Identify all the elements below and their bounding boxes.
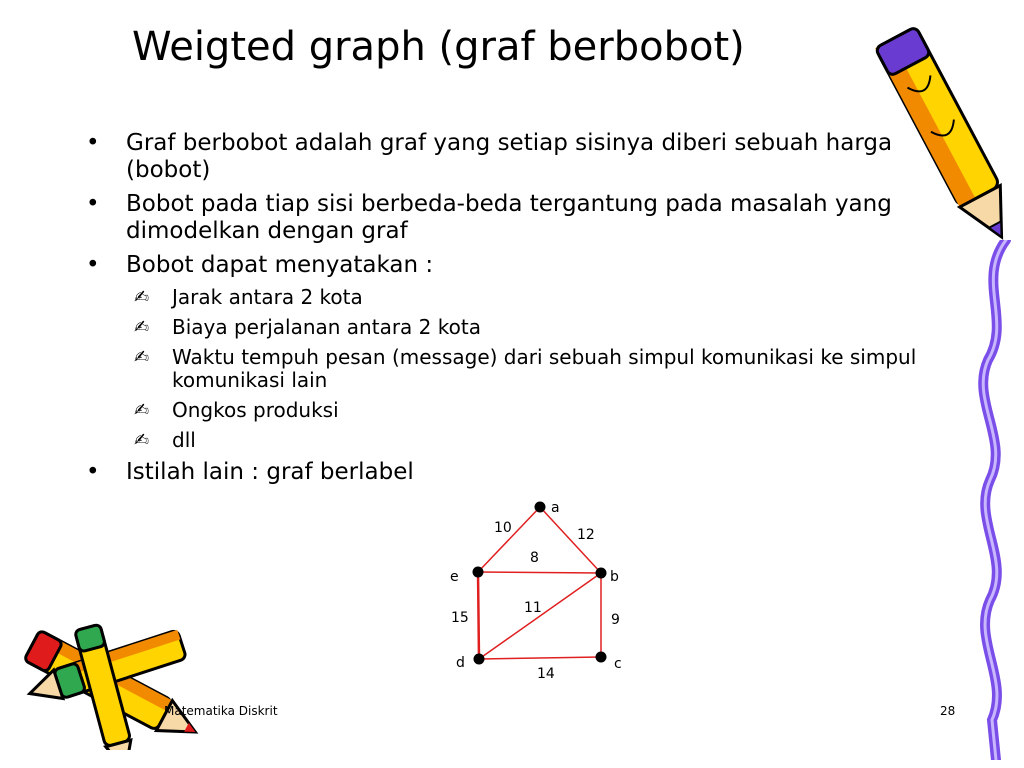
edge-weight-label: 11: [524, 600, 542, 616]
writing-hand-icon: ✍: [134, 400, 150, 421]
edge-weight-label: 14: [537, 666, 555, 682]
edge-weight-label: 15: [451, 610, 469, 626]
writing-hand-icon: ✍: [134, 317, 150, 338]
graph-edge-e-d: [478, 572, 479, 659]
bullet-text: Bobot dapat menyatakan :: [126, 252, 434, 278]
node-label: c: [614, 656, 622, 672]
graph-node-a: [535, 502, 546, 513]
graph-edge-e-b: [478, 572, 601, 573]
node-label: d: [456, 655, 465, 671]
edge-weight-label: 9: [611, 612, 620, 628]
node-label: a: [551, 500, 560, 516]
bullet-marker: •: [86, 252, 100, 278]
edge-weight-label: 8: [530, 550, 539, 566]
bullet-text: Bobot pada tiap sisi berbeda-beda tergantung pada masalah yang dimodelkan dengan graf: [126, 191, 892, 244]
edge-weight-label: 12: [577, 527, 595, 543]
graph-edge-d-c: [479, 657, 601, 659]
graph-node-b: [596, 568, 607, 579]
sub-bullet-text: Ongkos produksi: [172, 398, 339, 422]
writing-hand-icon: ✍: [134, 347, 150, 368]
graph-node-d: [474, 654, 485, 665]
pencil-clipart-top-right: [860, 0, 1010, 250]
wavy-ribbon-decoration: [976, 240, 1016, 760]
sub-bullet-text: Jarak antara 2 kota: [172, 285, 363, 309]
graph-node-e: [473, 567, 484, 578]
slide-title: Weigted graph (graf berbobot): [132, 24, 745, 70]
pencils-clipart-bottom-left: [0, 620, 215, 750]
node-label: b: [610, 569, 619, 585]
footer-page-number: 28: [940, 704, 956, 718]
sub-bullet-text: dll: [172, 428, 196, 452]
bullet-marker: •: [86, 459, 100, 485]
writing-hand-icon: ✍: [134, 287, 150, 308]
node-label: e: [450, 569, 459, 585]
writing-hand-icon: ✍: [134, 430, 150, 451]
bullet-marker: •: [86, 130, 100, 156]
footer-course-name: Matematika Diskrit: [164, 704, 278, 718]
bullet-text: Istilah lain : graf berlabel: [126, 459, 414, 485]
graph-node-labels: [450, 500, 622, 672]
graph-edge-d-b: [479, 573, 601, 659]
sub-bullet-text: Biaya perjalanan antara 2 kota: [172, 315, 481, 339]
graph-node-c: [596, 652, 607, 663]
bullet-marker: •: [86, 191, 100, 217]
sub-bullet-text: Waktu tempuh pesan (message) dari sebuah simpul komunikasi ke simpul komunikasi lain: [172, 345, 917, 392]
bullet-text: Graf berbobot adalah graf yang setiap sisinya diberi sebuah harga (bobot): [126, 130, 893, 183]
edge-weight-label: 10: [494, 520, 512, 536]
